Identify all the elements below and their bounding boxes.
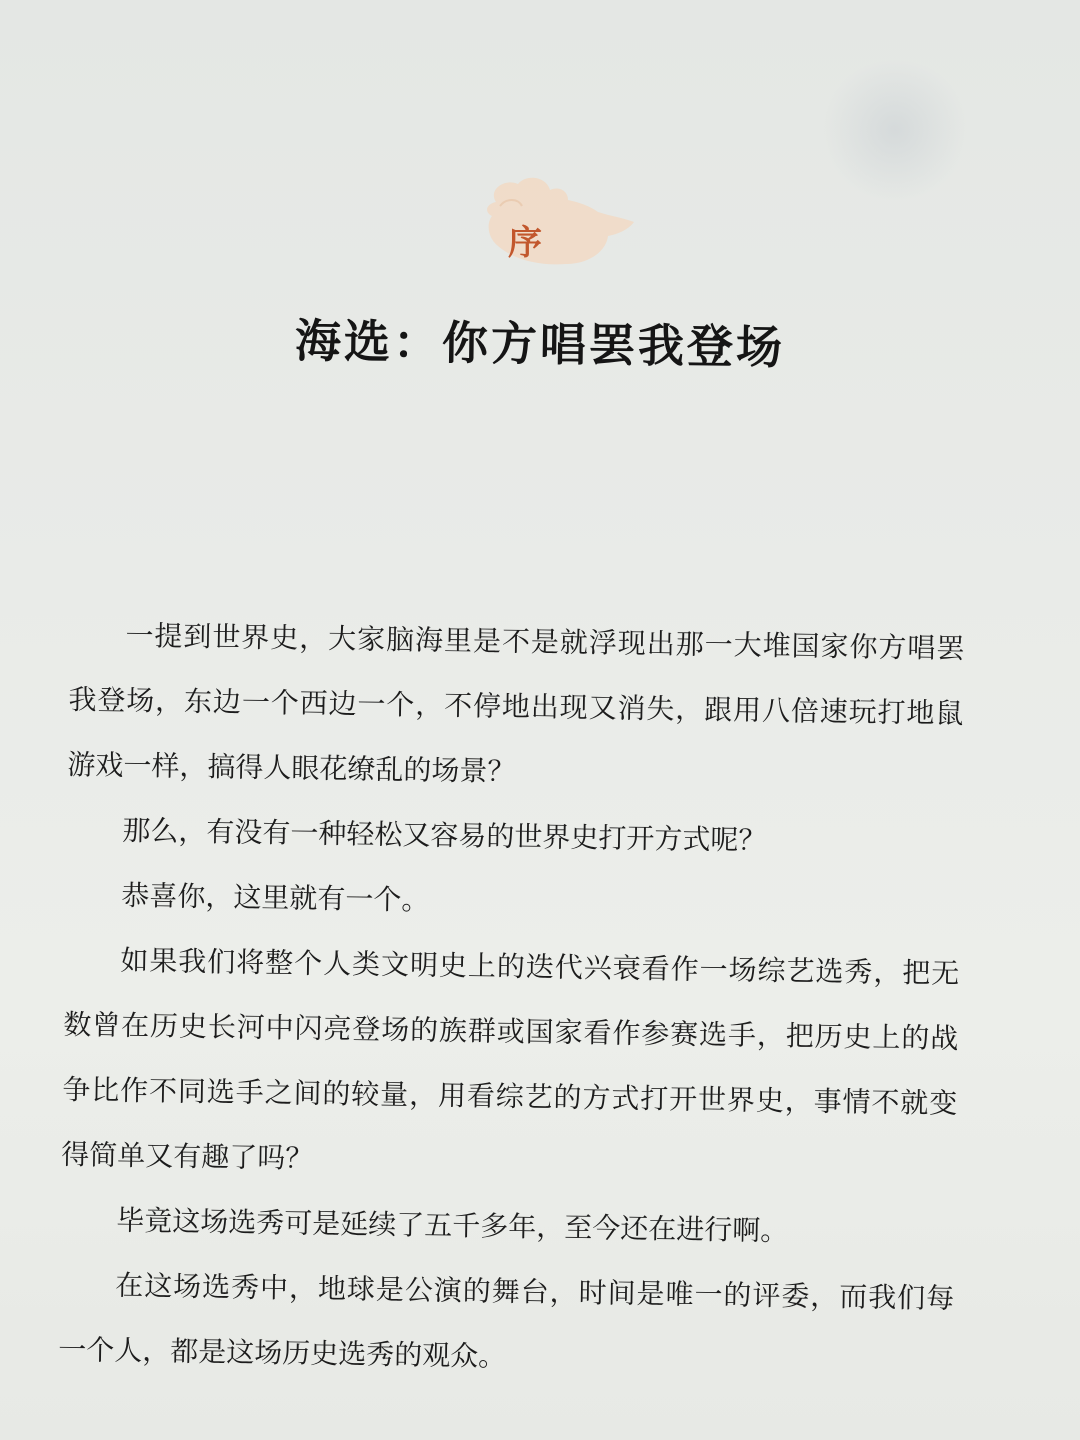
paragraph-3: 恭喜你，这里就有一个。 xyxy=(121,878,430,917)
paragraph-4: 如果我们将整个人类文明史上的迭代兴衰看作一场综艺选秀，把无数曾在历史长河中闪亮登场的族群或国家看作参赛选手，把历史上的战争比作不同选手之间的较量，用看综艺的方式打开世界史，事情不就变得简单又有趣了吗？ xyxy=(61,943,960,1175)
section-mark: 序 xyxy=(508,223,544,263)
chapter-title: 海选：你方唱罢我登场 xyxy=(294,313,786,375)
paragraph-2: 那么，有没有一种轻松又容易的世界史打开方式呢？ xyxy=(122,813,767,857)
decorative-circle xyxy=(820,60,970,200)
paragraph-6: 在这场选秀中，地球是公演的舞台，时间是唯一的评委，而我们每一个人，都是这场历史选秀的观众。 xyxy=(57,1268,955,1373)
bleed-through-text xyxy=(100,492,980,608)
paragraph-5: 毕竟这场选秀可是延续了五千多年，至今还在进行啊。 xyxy=(116,1203,789,1248)
paragraph-1: 一提到世界史，大家脑海里是不是就浮现出那一大堆国家你方唱罢我登场，东边一个西边一个，不停地出现又消失，跟用八倍速玩打地鼠游戏一样，搞得人眼花缭乱的场景？ xyxy=(67,618,965,789)
body-text xyxy=(58,602,965,1396)
